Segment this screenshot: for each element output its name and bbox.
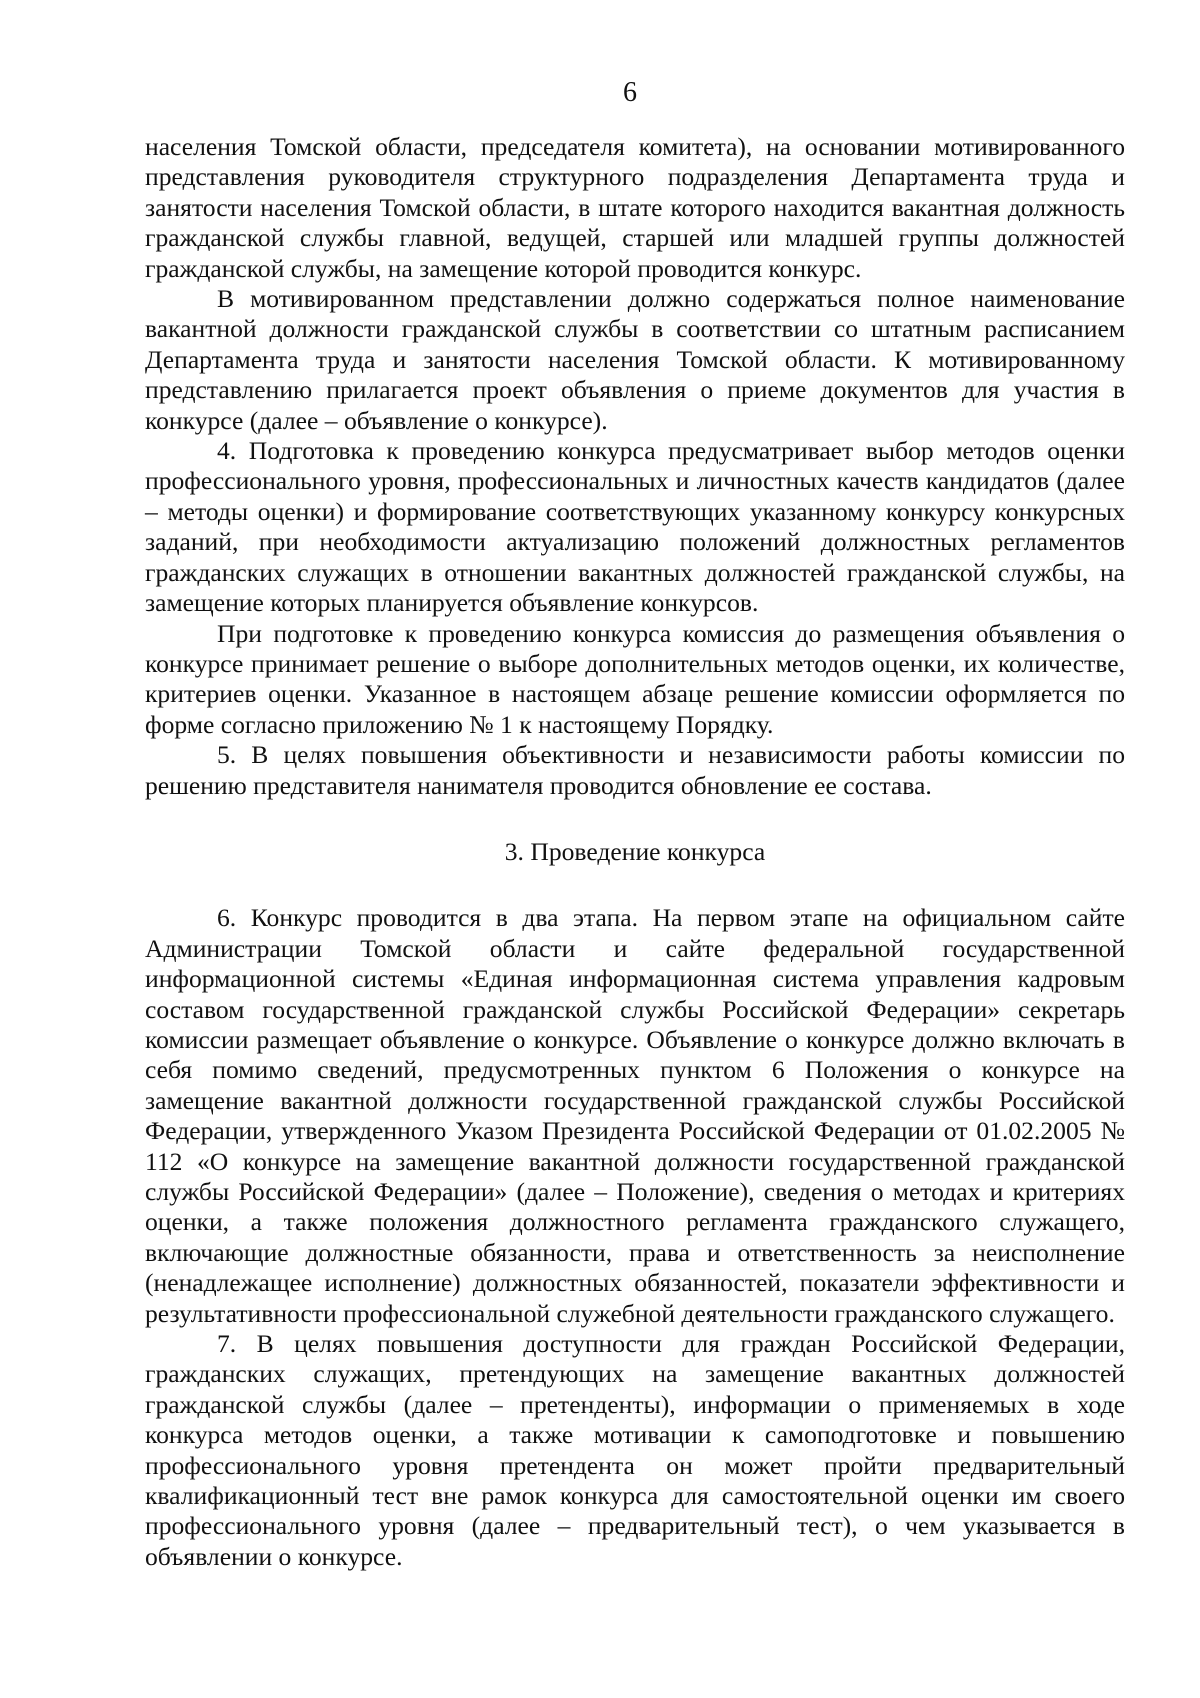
paragraph-item-6: 6. Конкурс проводится в два этапа. На первом этапе на официальном сайте Администрации Томской области и сайте федеральной государственной информационной системы «Единая информационная система управления кадровым составом государственной гражданской службы Российской Федерации» секретарь комиссии размещает объявление о конкурсе. Объявление о конкурсе должно включать в себя помимо сведений, предусмотренных пунктом 6 Положения о конкурсе на замещение вакантной должности государственной гражданской службы Российской Федерации, утвержденного Указом Президента Российской Федерации от 01.02.2005 № 112 «О конкурсе на замещение вакантной должности государственной гражданской службы Российской Федерации» (далее – Положение), сведения о методах и критериях оценки, а также положения должностного регламента гражданского служащего, включающие должностные обязанности, права и ответственность за неисполнение (ненадлежащее исполнение) должностных обязанностей, показатели эффективности и результативности профессиональной служебной деятельности гражданского служащего. <box>145 903 1125 1328</box>
paragraph-item-5: 5. В целях повышения объективности и независимости работы комиссии по решению представителя нанимателя проводится обновление ее состава. <box>145 740 1125 800</box>
paragraph-item-4: 4. Подготовка к проведению конкурса предусматривает выбор методов оценки профессионального уровня, профессиональных и личностных качеств кандидатов (далее – методы оценки) и формирование соответствующих указанному конкурсу конкурсных заданий, при необходимости актуализацию положений должностных регламентов гражданских служащих в отношении вакантных должностей гражданской службы, на замещение которых планируется объявление конкурсов. <box>145 436 1125 618</box>
page-number: 6 <box>623 77 637 108</box>
paragraph-continuation: населения Томской области, председателя комитета), на основании мотивированного представления руководителя структурного подразделения Департамента труда и занятости населения Томской области, в штате которого находится вакантная должность гражданской службы главной, ведущей, старшей или младшей группы должностей гражданской службы, на замещение которой проводится конкурс. <box>145 132 1125 283</box>
paragraph-motivated-submission: В мотивированном представлении должно содержаться полное наименование вакантной должности гражданской службы в соответствии со штатным расписанием Департамента труда и занятости населения Томской области. К мотивированному представлению прилагается проект объявления о приеме документов для участия в конкурсе (далее – объявление о конкурсе). <box>145 284 1125 435</box>
section-heading: 3. Проведение конкурса <box>504 836 766 866</box>
paragraph-commission-decision: При подготовке к проведению конкурса комиссия до размещения объявления о конкурсе принимает решение о выборе дополнительных методов оценки, их количестве, критериев оценки. Указанное в настоящем абзаце решение комиссии оформляется по форме согласно приложению № 1 к настоящему Порядку. <box>145 618 1125 739</box>
paragraph-item-7: 7. В целях повышения доступности для граждан Российской Федерации, гражданских служащих, претендующих на замещение вакантных должностей гражданской службы (далее – претенденты), информации о применяемых в ходе конкурса методов оценки, а также мотивации к самоподготовке и повышению профессионального уровня претендента он может пройти предварительный квалификационный тест вне рамок конкурса для самостоятельной оценки им своего профессионального уровня (далее – предварительный тест), о чем указывается в объявлении о конкурсе. <box>145 1329 1125 1571</box>
document-body <box>145 132 1125 1572</box>
